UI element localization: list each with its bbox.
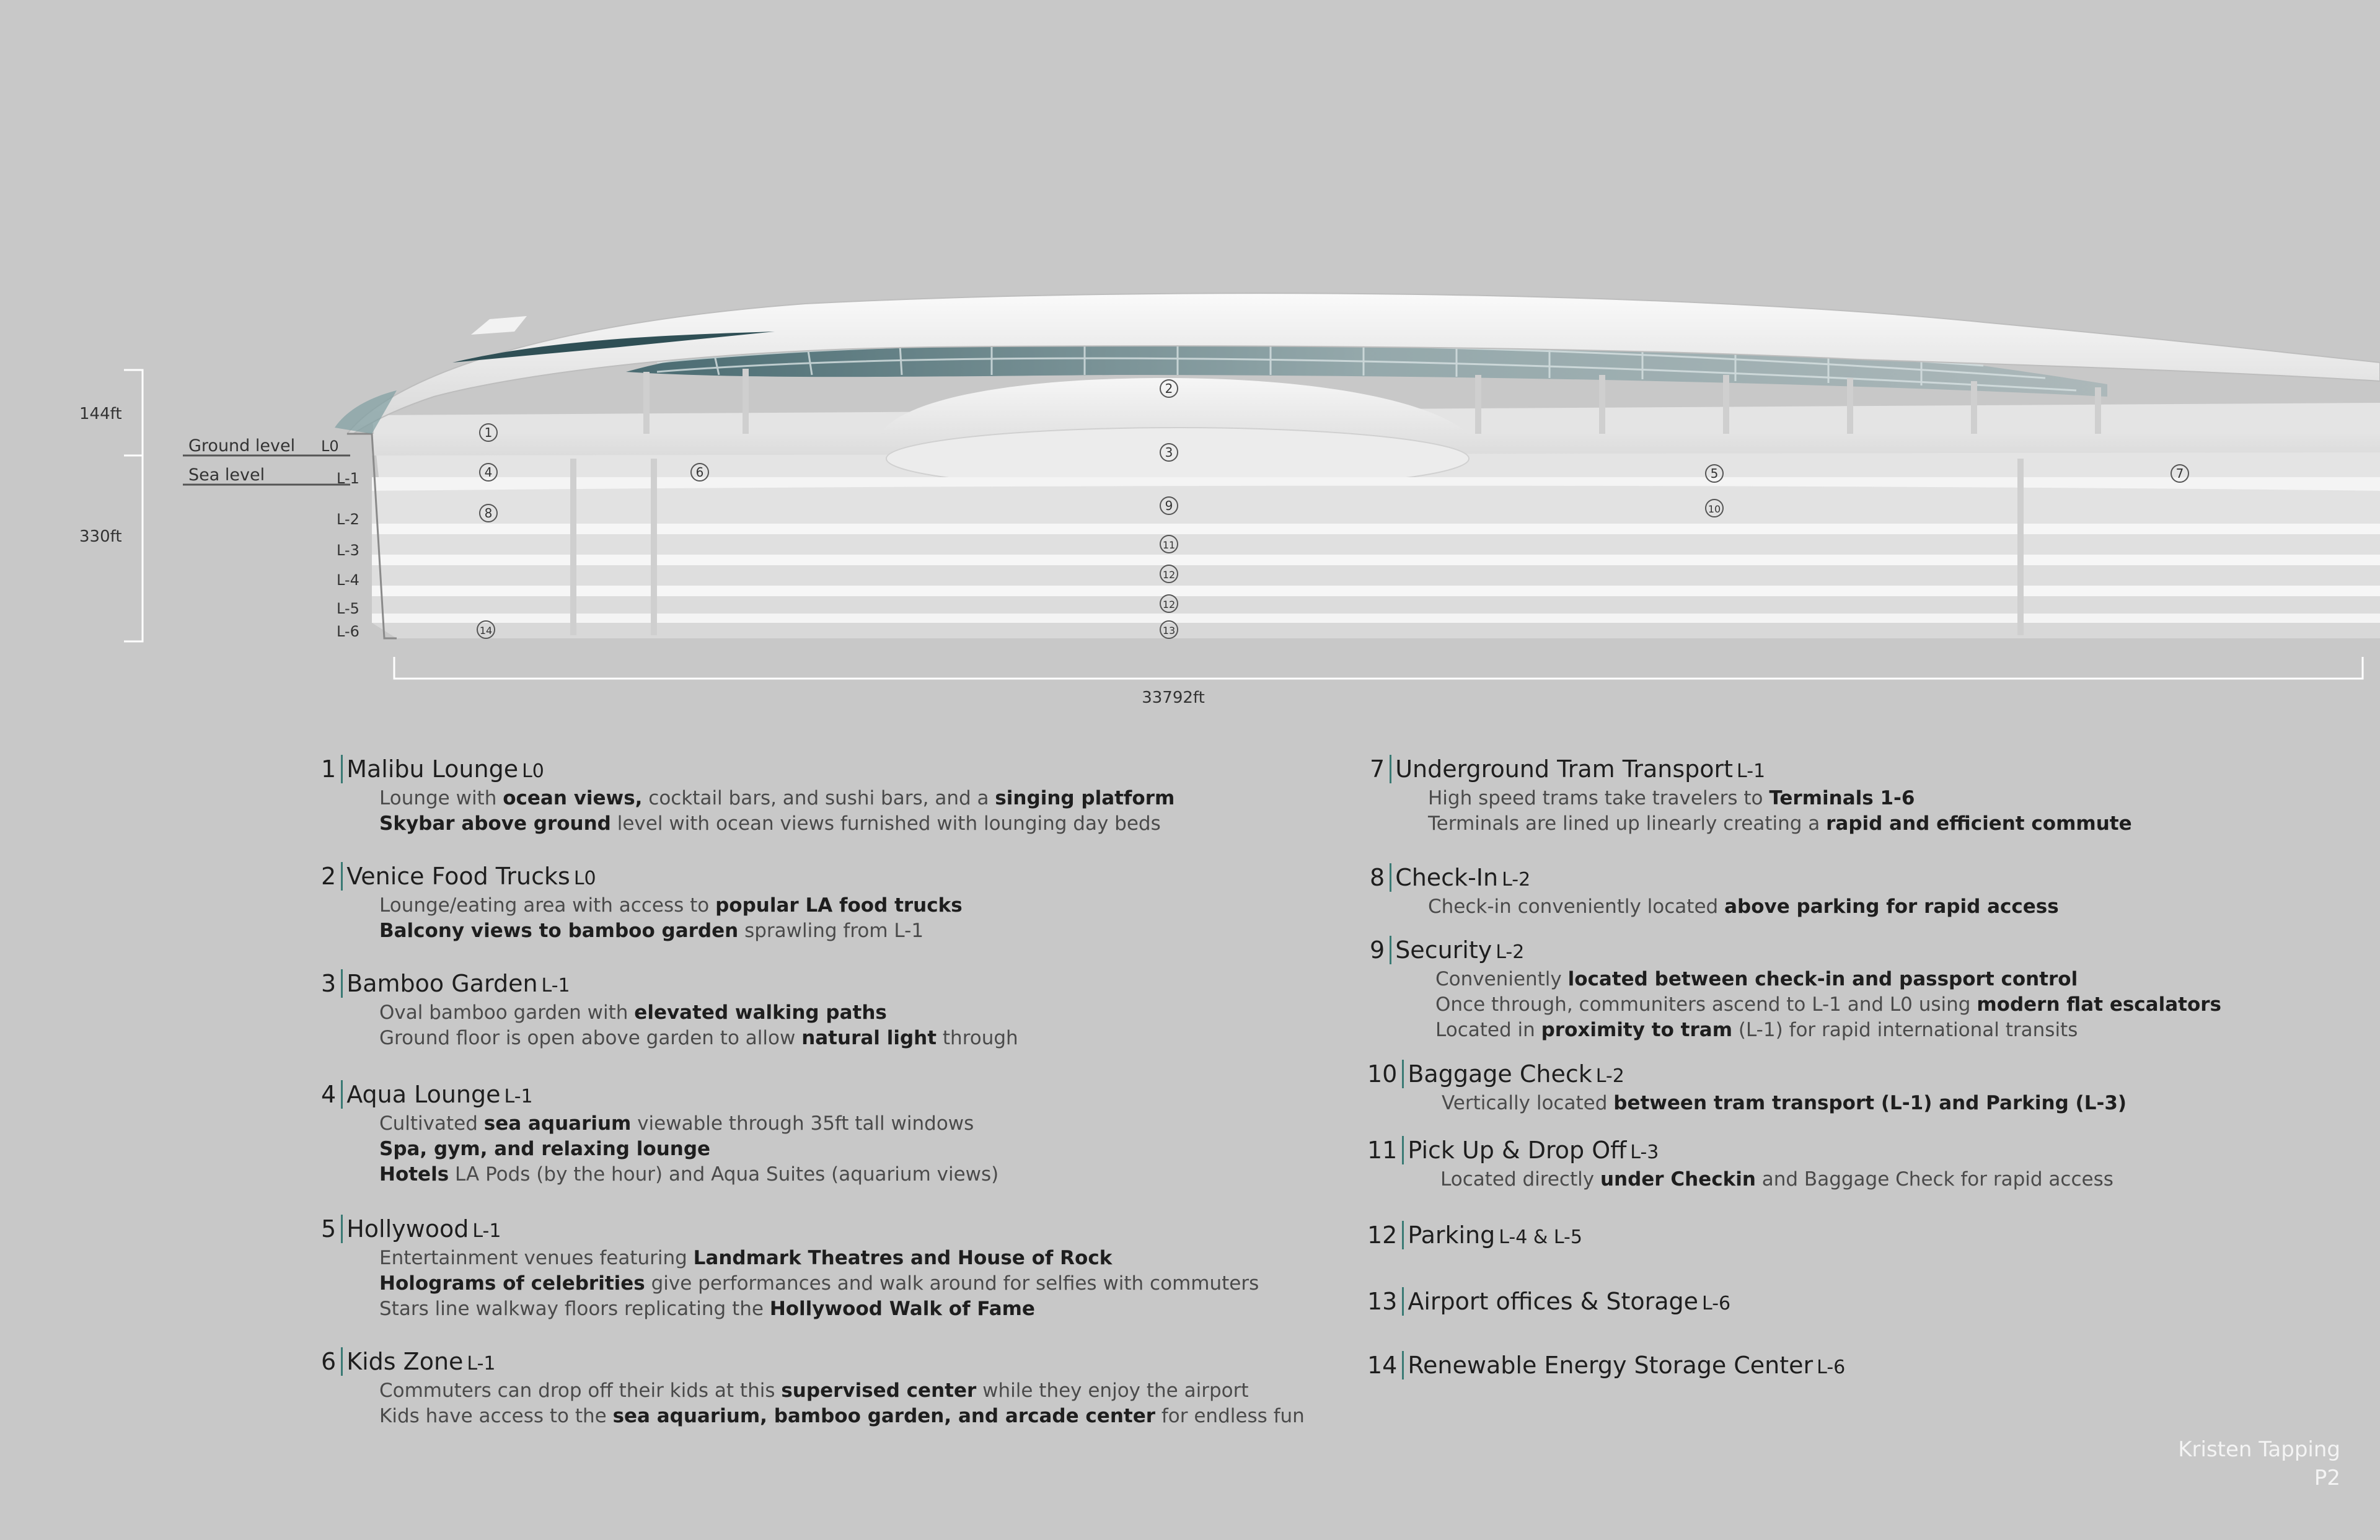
legend-item-level: L-2: [1595, 1065, 1624, 1087]
legend-item-number: 5: [321, 1215, 343, 1243]
svg-text:12: 12: [1162, 569, 1176, 581]
description-text: (L-1) for rapid international transits: [1732, 1019, 2078, 1041]
legend-item-number: 10: [1367, 1060, 1404, 1088]
description-text: through: [937, 1027, 1018, 1049]
svg-text:1: 1: [484, 425, 493, 440]
level-label: L-4: [337, 571, 359, 589]
description-text: LA Pods (by the hour) and Aqua Suites (aquarium views): [449, 1163, 999, 1186]
floor-slabs: [372, 477, 2380, 638]
description-emphasis: elevated walking paths: [634, 1001, 887, 1024]
svg-text:2: 2: [1165, 381, 1173, 396]
legend-item-number: 2: [321, 862, 343, 891]
legend-item-level: L-1: [1737, 760, 1766, 782]
legend-item-description: [379, 1378, 1305, 1404]
legend-item-description: [379, 1296, 1259, 1322]
legend-item-heading: [1367, 1136, 2113, 1167]
description-emphasis: ocean views,: [503, 787, 643, 809]
legend-item-description: [379, 786, 1175, 811]
description-text: Located in: [1435, 1019, 1541, 1041]
legend-item-description: [379, 1404, 1305, 1429]
svg-text:4: 4: [484, 465, 493, 480]
description-emphasis: under Checkin: [1600, 1168, 1756, 1190]
description-text: High speed trams take travelers to: [1428, 787, 1770, 809]
description-text: Located directly: [1440, 1168, 1600, 1190]
legend-item-level: L-3: [1630, 1142, 1659, 1163]
svg-text:8: 8: [484, 506, 493, 521]
legend-item: [1370, 863, 2059, 920]
building-section-diagram: [0, 0, 2380, 731]
legend-item-number: 13: [1367, 1287, 1404, 1316]
description-emphasis: sea aquarium: [483, 1112, 632, 1135]
description-emphasis: supervised center: [781, 1379, 977, 1402]
legend-item-title: Check-In: [1395, 864, 1499, 891]
legend-item-description: [1440, 1167, 2113, 1192]
description-text: and Baggage Check for rapid access: [1755, 1168, 2113, 1190]
legend-item-level: L-2: [1496, 941, 1525, 963]
description-text: Stars line walkway floors replicating the: [379, 1298, 770, 1320]
description-text: for endless fun: [1155, 1405, 1305, 1427]
description-text: Lounge/eating area with access to: [379, 894, 716, 917]
description-text: Ground floor is open above garden to allow: [379, 1027, 802, 1049]
legend-item: [1367, 1287, 1730, 1318]
legend-item-number: 4: [321, 1080, 343, 1109]
length-label: 33792ft: [1142, 689, 1205, 707]
legend-item-title: Renewable Energy Storage Center: [1408, 1352, 1814, 1379]
legend-item-heading: [321, 1080, 998, 1111]
legend-item-level: L-4 & L-5: [1499, 1226, 1582, 1248]
legend-item-description: [379, 1137, 998, 1162]
legend-item-level: L-2: [1502, 869, 1531, 891]
legend-item-heading: [1370, 863, 2059, 894]
description-text: Oval bamboo garden with: [379, 1001, 635, 1024]
legend-item-description: [1428, 786, 2132, 811]
author-name: Kristen Tapping: [2178, 1437, 2340, 1462]
legend-item-title: Venice Food Trucks: [346, 863, 570, 890]
legend-item-description: [1435, 1018, 2221, 1043]
description-emphasis: between tram transport (L-1) and Parking (L-3): [1613, 1092, 2127, 1114]
level-label: L-6: [337, 623, 359, 640]
legend-item-level: L-1: [472, 1220, 501, 1242]
legend-item-heading: [1370, 936, 2221, 967]
legend-item: [321, 969, 1018, 1051]
legend-item: [1367, 1351, 1845, 1382]
level-label: L-5: [337, 600, 359, 617]
legend-item-title: Underground Tram Transport: [1395, 755, 1734, 783]
legend-item-title: Malibu Lounge: [346, 755, 519, 783]
legend-item-description: [1435, 967, 2221, 992]
svg-text:5: 5: [1710, 466, 1719, 481]
legend-item-level: L0: [573, 868, 596, 889]
legend-item-number: 9: [1370, 936, 1391, 964]
legend-item: [321, 862, 963, 944]
legend-item-heading: [321, 969, 1018, 1000]
legend-item-number: 11: [1367, 1136, 1404, 1164]
description-text: Terminals are lined up linearly creating a: [1428, 812, 1827, 835]
description-text: Lounge with: [379, 787, 503, 809]
description-emphasis: Balcony views to bamboo garden: [379, 920, 739, 942]
legend-item: [321, 755, 1175, 837]
level-label: L-3: [337, 542, 359, 559]
description-text: cocktail bars, and sushi bars, and a: [642, 787, 995, 809]
svg-text:13: 13: [1162, 625, 1176, 636]
level-labels: [321, 438, 359, 640]
description-emphasis: Holograms of celebrities: [379, 1272, 645, 1295]
description-text: while they enjoy the airport: [976, 1379, 1249, 1402]
description-text: Commuters can drop off their kids at this: [379, 1379, 782, 1402]
legend-item-heading: [1367, 1221, 1582, 1252]
legend-item-description: [379, 1271, 1259, 1296]
page-number: P2: [2314, 1466, 2340, 1490]
svg-text:11: 11: [1162, 539, 1176, 551]
description-emphasis: located between check-in and passport control: [1567, 968, 2078, 990]
description-text: level with ocean views furnished with lounging day beds: [610, 812, 1161, 835]
legend-item-title: Hollywood: [346, 1215, 469, 1243]
length-dimension: [394, 657, 2363, 679]
legend-item-description: [1428, 811, 2132, 837]
legend-item-description: [1435, 992, 2221, 1018]
legend-item-number: 14: [1367, 1351, 1404, 1379]
legend-item-heading: [321, 1347, 1305, 1378]
description-emphasis: proximity to tram: [1541, 1019, 1732, 1041]
legend-item: [1370, 755, 2132, 837]
legend-item-level: L-1: [467, 1353, 496, 1375]
legend-item-title: Baggage Check: [1408, 1060, 1592, 1088]
height-330ft-label: 330ft: [79, 527, 122, 546]
legend-item-number: 7: [1370, 755, 1391, 783]
description-emphasis: sea aquarium, bamboo garden, and arcade center: [612, 1405, 1156, 1427]
legend-item-heading: [321, 755, 1175, 786]
description-text: Once through, communiters ascend to L-1 and L0 using: [1435, 993, 1977, 1016]
legend-item-level: L-1: [541, 975, 570, 997]
signature: [2178, 1435, 2340, 1492]
sea-level-label: Sea level: [188, 465, 265, 485]
svg-text:14: 14: [479, 625, 493, 636]
legend-item-description: [1428, 894, 2059, 920]
legend-item-description: [379, 1111, 998, 1137]
legend-item: [321, 1347, 1305, 1429]
level-label: L-2: [337, 511, 359, 528]
description-emphasis: Spa, gym, and relaxing lounge: [379, 1138, 711, 1160]
description-text: Cultivated: [379, 1112, 484, 1135]
description-text: Entertainment venues featuring: [379, 1247, 694, 1269]
legend-item-description: [1442, 1091, 2127, 1116]
description-text: Kids have access to the: [379, 1405, 613, 1427]
description-text: viewable through 35ft tall windows: [631, 1112, 974, 1135]
description-text: sprawling from L-1: [738, 920, 924, 942]
legend-item-description: [379, 1162, 998, 1187]
svg-text:6: 6: [695, 465, 704, 480]
legend-item-level: L-6: [1817, 1357, 1846, 1378]
description-text: Vertically located: [1442, 1092, 1614, 1114]
legend-item-description: [379, 1026, 1018, 1051]
description-text: Conveniently: [1435, 968, 1568, 990]
legend-item-title: Security: [1395, 936, 1492, 964]
legend-item-title: Aqua Lounge: [346, 1081, 501, 1108]
description-emphasis: Landmark Theatres and House of Rock: [693, 1247, 1113, 1269]
ground-level-label: Ground level: [188, 436, 296, 455]
legend-item-heading: [1367, 1351, 1845, 1382]
description-emphasis: singing platform: [995, 787, 1175, 809]
description-emphasis: natural light: [801, 1027, 937, 1049]
height-dimensions: [124, 370, 350, 641]
legend-item: [321, 1215, 1259, 1322]
level-label: L0: [321, 438, 339, 455]
legend-item-description: [379, 1246, 1259, 1271]
legend-item-title: Parking: [1408, 1221, 1496, 1249]
svg-text:10: 10: [1708, 503, 1721, 515]
description-emphasis: rapid and efficient commute: [1826, 812, 2132, 835]
svg-text:3: 3: [1165, 445, 1173, 460]
description-emphasis: above parking for rapid access: [1724, 895, 2059, 918]
legend-item-title: Bamboo Garden: [346, 970, 538, 997]
legend-item-level: L-1: [504, 1086, 533, 1107]
legend-item-description: [379, 811, 1175, 837]
legend-item-heading: [321, 1215, 1259, 1246]
legend-item: [1367, 1060, 2127, 1116]
legend-item-heading: [1370, 755, 2132, 786]
description-emphasis: Hollywood Walk of Fame: [769, 1298, 1035, 1320]
svg-text:7: 7: [2175, 466, 2184, 481]
legend-item-heading: [1367, 1060, 2127, 1091]
legend-item: [1370, 936, 2221, 1043]
legend-item-heading: [1367, 1287, 1730, 1318]
legend-item-number: 12: [1367, 1221, 1404, 1249]
description-text: Check-in conveniently located: [1428, 895, 1725, 918]
legend-item-description: [379, 893, 963, 918]
svg-text:12: 12: [1162, 599, 1176, 610]
legend-item: [1367, 1221, 1582, 1252]
legend-item-description: [379, 1000, 1018, 1026]
legend-item-level: L0: [522, 760, 544, 782]
level-label: L-1: [337, 470, 359, 487]
legend-item-number: 6: [321, 1347, 343, 1376]
legend-item-description: [379, 918, 963, 944]
legend-item-number: 1: [321, 755, 343, 783]
legend-item-number: 3: [321, 969, 343, 998]
description-emphasis: popular LA food trucks: [715, 894, 963, 917]
legend-item-level: L-6: [1702, 1293, 1731, 1314]
svg-text:9: 9: [1165, 498, 1173, 513]
description-emphasis: Hotels: [379, 1163, 449, 1186]
roof-fin: [471, 316, 527, 335]
legend-item-number: 8: [1370, 863, 1391, 892]
legend-item-title: Kids Zone: [346, 1348, 464, 1375]
legend-item-title: Pick Up & Drop Off: [1408, 1137, 1627, 1164]
legend-item: [1367, 1136, 2113, 1192]
description-emphasis: Terminals 1-6: [1769, 787, 1915, 809]
height-144ft-label: 144ft: [79, 405, 122, 423]
legend-item: [321, 1080, 998, 1187]
legend-item-title: Airport offices & Storage: [1408, 1288, 1699, 1315]
description-emphasis: modern flat escalators: [1977, 993, 2221, 1016]
description-emphasis: Skybar above ground: [379, 812, 611, 835]
legend-item-heading: [321, 862, 963, 893]
description-text: give performances and walk around for selfies with commuters: [645, 1272, 1259, 1295]
